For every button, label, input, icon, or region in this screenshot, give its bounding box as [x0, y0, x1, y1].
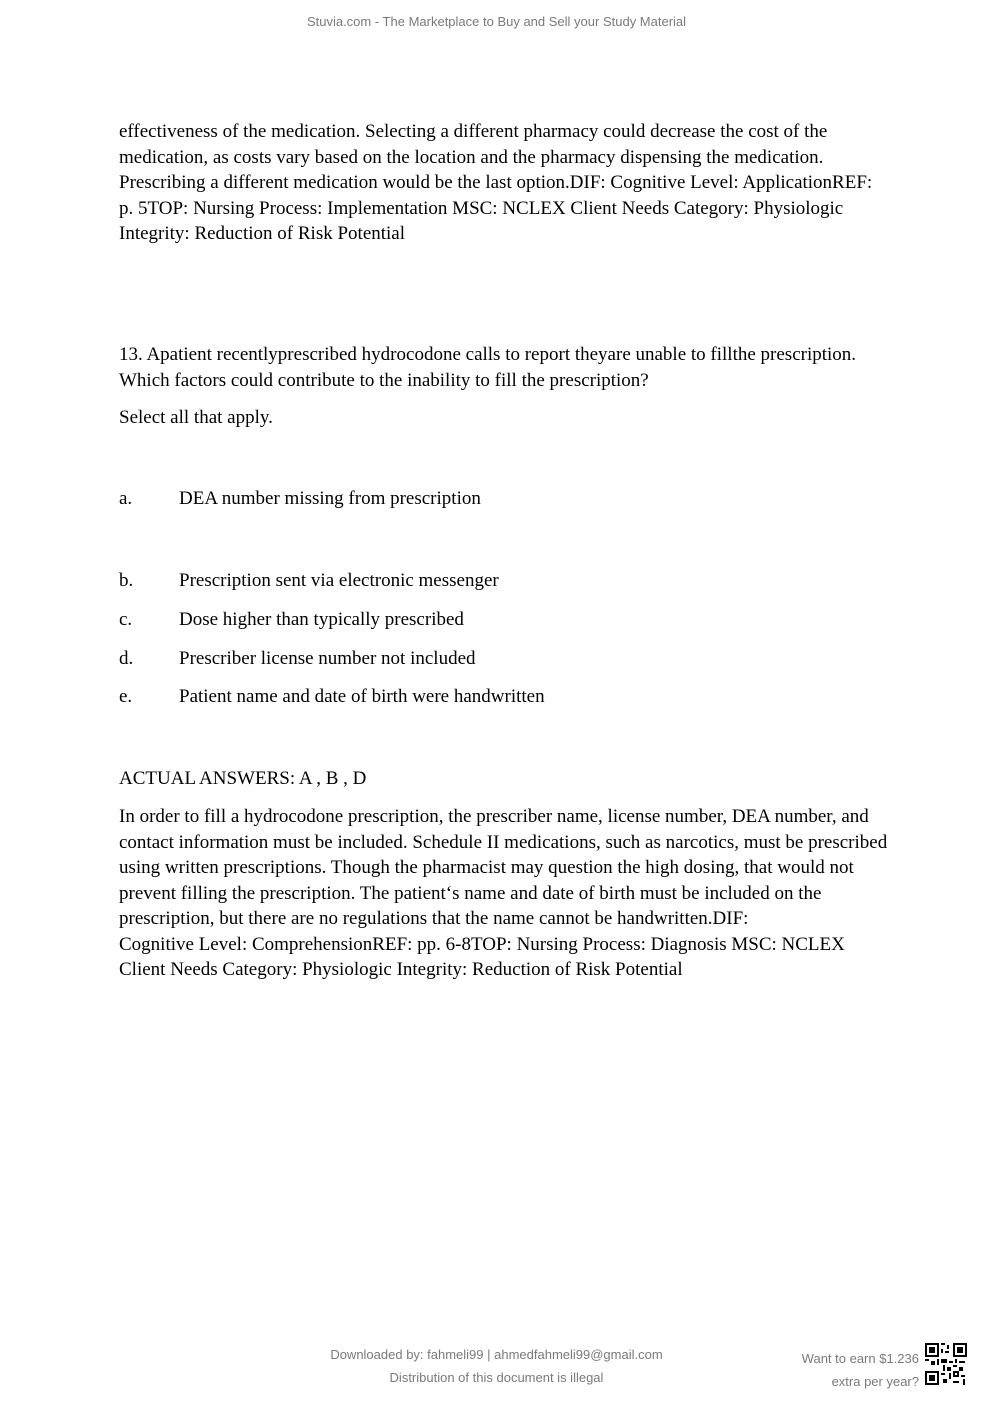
option-letter: b.: [119, 570, 134, 591]
answer-key: ACTUAL ANSWERS: A , B , D: [119, 768, 367, 789]
option-letter: a.: [119, 488, 133, 509]
distribution-notice: Distribution of this document is illegal: [389, 1370, 604, 1385]
page-header: Stuvia.com - The Marketplace to Buy and Sell your Study Material: [306, 14, 687, 29]
answer-explanation: [119, 804, 889, 983]
option-text: Prescriber license number not included: [179, 648, 476, 669]
option-letter: d.: [119, 648, 134, 669]
earn-promo-line2: extra per year?: [831, 1374, 919, 1389]
question-instruction: Select all that apply.: [119, 407, 273, 428]
option-b: [119, 568, 499, 593]
option-text: DEA number missing from prescription: [179, 488, 481, 509]
explanation-body: In order to fill a hydrocodone prescription, the prescriber name, license number, DEA number, and contact information must be included. Schedule II medications, such as narcotics, must be prescribed using written prescriptions. Though the pharmacist may question the high dosing, that would not prevent filling the prescription. The patient‘s name and date of birth must be included on the prescription, but there are no regulations that the name cannot be handwritten.DIF:: [119, 806, 888, 929]
option-a: [119, 486, 481, 511]
option-letter: e.: [119, 686, 133, 707]
option-letter: c.: [119, 609, 133, 630]
qr-code-icon[interactable]: [925, 1343, 967, 1385]
earn-promo-line1: Want to earn $1.236: [801, 1351, 919, 1366]
explanation-meta: Cognitive Level: ComprehensionREF: pp. 6-8TOP: Nursing Process: Diagnosis MSC: NCLEX Client Needs Category: Physiologic Integrity: Reduction of Risk Potential: [119, 933, 845, 980]
download-notice: Downloaded by: fahmeli99 | ahmedfahmeli99@gmail.com: [330, 1347, 663, 1362]
question-stem: 13. Apatient recentlyprescribed hydrocodone calls to report theyare unable to fillthe prescription. Which factors could contribute to the inability to fill the prescription?: [119, 344, 857, 391]
option-c: [119, 607, 464, 632]
option-d: [119, 646, 476, 671]
option-e: [119, 684, 545, 709]
option-text: Prescription sent via electronic messenger: [179, 570, 499, 591]
intro-paragraph: effectiveness of the medication. Selecting a different pharmacy could decrease the cost of the medication, as costs vary based on the location and the pharmacy dispensing the medication. Prescribing a different medication would be the last option.DIF: Cognitive Level: ApplicationREF: p. 5TOP: Nursing Process: Implementation MSC: NCLEX Client Needs Category: Physiologic Integrity: Reduction of Risk Potential: [119, 121, 873, 244]
option-text: Patient name and date of birth were handwritten: [179, 686, 545, 707]
option-text: Dose higher than typically prescribed: [179, 609, 464, 630]
earn-promo-link[interactable]: [802, 1347, 919, 1393]
